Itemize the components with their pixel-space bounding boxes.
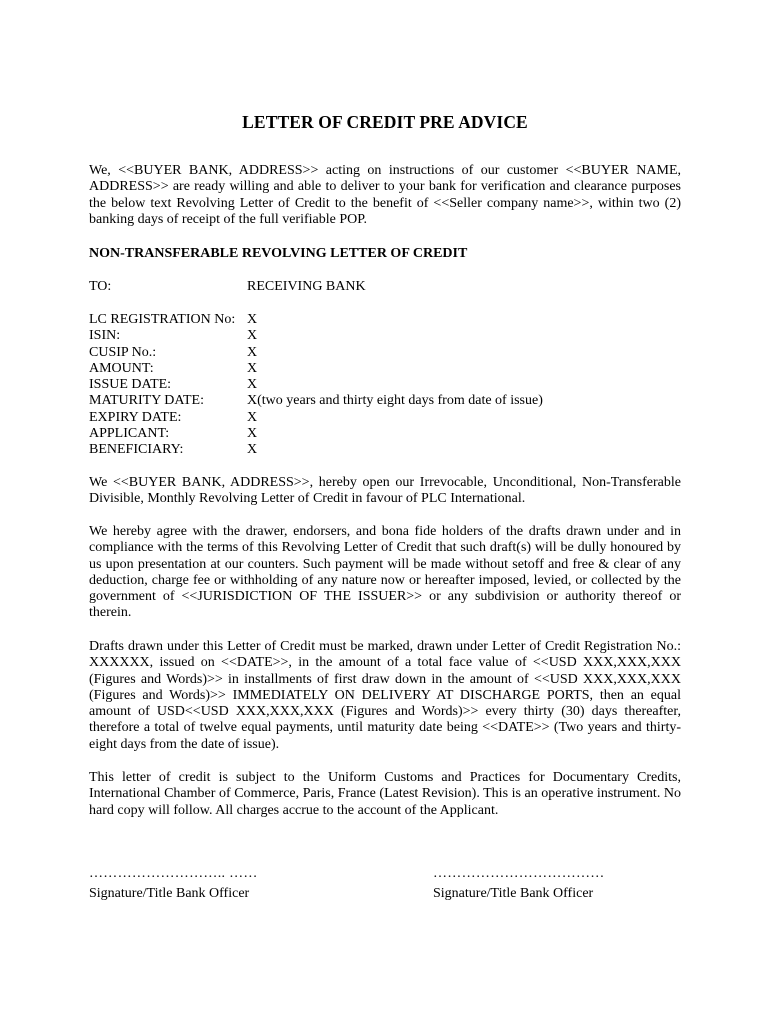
- field-label: LC REGISTRATION No:: [89, 312, 236, 327]
- to-label: TO:: [89, 279, 112, 294]
- drafts-paragraph: Drafts drawn under this Letter of Credit must be marked, drawn under Letter of Credit Registration No.: XXXXXX, issued on <<DATE>>, in the amount of a total face value of <<USD XXX,XXX,XXX (Figures and Words)>> in installments of first draw down in the amount of <<USD XXX,XXX,XXX (Figures and Words)>> IMMEDIATELY ON DELIVERY AT DISCHARGE PORTS, then an equal amount of USD<<USD XXX,XXX,XXX (Figures and Words)>> every thirty (30) days thereafter, therefore a total of twelve equal payments, until maturity date being <<DATE>> (Two years and thirty-eight days from the date of issue).: [89, 639, 681, 752]
- field-row: [89, 328, 681, 344]
- field-label: CUSIP No.:: [89, 344, 157, 360]
- agreement-paragraph: We hereby agree with the drawer, endorsers, and bona fide holders of the drafts drawn under and in compliance with the terms of this Revolving Letter of Credit that such draft(s) will be dully honoured by us upon presentation at our counters. Such payment will be made without setoff and free & clear of any deduction, charge fee or withholding of any nature now or hereafter imposed, levied, or collected by the government of <<JURISDICTION OF THE ISSUER>> or any subdivision or authority thereof or therein.: [89, 524, 681, 621]
- field-value: X: [247, 360, 258, 376]
- field-value: X(two years and thirty eight days from date of issue): [247, 393, 543, 409]
- opening-paragraph: We <<BUYER BANK, ADDRESS>>, hereby open our Irrevocable, Unconditional, Non-Transferable Divisible, Monthly Revolving Letter of Credit in favour of PLC International.: [89, 475, 681, 507]
- signature-caption: Signature/Title Bank Officer: [433, 886, 594, 901]
- field-row: [89, 377, 681, 393]
- lc-fields: [89, 312, 681, 459]
- field-label: AMOUNT:: [89, 360, 154, 376]
- signature-block-left: [89, 866, 258, 902]
- to-value: RECEIVING BANK: [247, 279, 366, 294]
- ucp-paragraph: This letter of credit is subject to the Uniform Customs and Practices for Documentary Credits, International Chamber of Commerce, Paris, France (Latest Revision). This is an operative instrument. No hard copy will follow. All charges accrue to the account of the Applicant.: [89, 770, 681, 818]
- field-value: X: [247, 442, 258, 458]
- field-value: X: [247, 409, 258, 425]
- signature-line: ………………………………: [433, 866, 605, 881]
- field-row: [89, 442, 681, 458]
- document-title: LETTER OF CREDIT PRE ADVICE: [242, 112, 528, 132]
- signature-caption: Signature/Title Bank Officer: [89, 886, 250, 901]
- field-row: [89, 426, 681, 442]
- field-label: ISIN:: [89, 328, 121, 344]
- field-label: ISSUE DATE:: [89, 377, 172, 393]
- field-label: EXPIRY DATE:: [89, 409, 182, 425]
- signature-block-right: [433, 866, 605, 902]
- field-row: [89, 410, 681, 426]
- field-value: X: [247, 426, 258, 442]
- field-row: [89, 361, 681, 377]
- field-value: X: [247, 328, 258, 344]
- field-row: [89, 312, 681, 328]
- field-row: [89, 393, 681, 409]
- field-label: BENEFICIARY:: [89, 442, 184, 458]
- field-value: X: [247, 312, 258, 327]
- field-value: X: [247, 377, 258, 393]
- field-value: X: [247, 344, 258, 360]
- field-row: [89, 345, 681, 361]
- signature-line: ……………………….. ……: [89, 866, 258, 881]
- intro-paragraph: We, <<BUYER BANK, ADDRESS>> acting on instructions of our customer <<BUYER NAME, ADDRESS>> are ready willing and able to deliver to your bank for verification and clearance purposes the below text Revolving Letter of Credit to the benefit of <<Seller company name>>, within two (2) banking days of receipt of the full verifiable POP.: [89, 163, 681, 227]
- section-heading: NON-TRANSFERABLE REVOLVING LETTER OF CREDIT: [89, 246, 468, 261]
- field-label: MATURITY DATE:: [89, 393, 204, 409]
- field-label: APPLICANT:: [89, 426, 170, 442]
